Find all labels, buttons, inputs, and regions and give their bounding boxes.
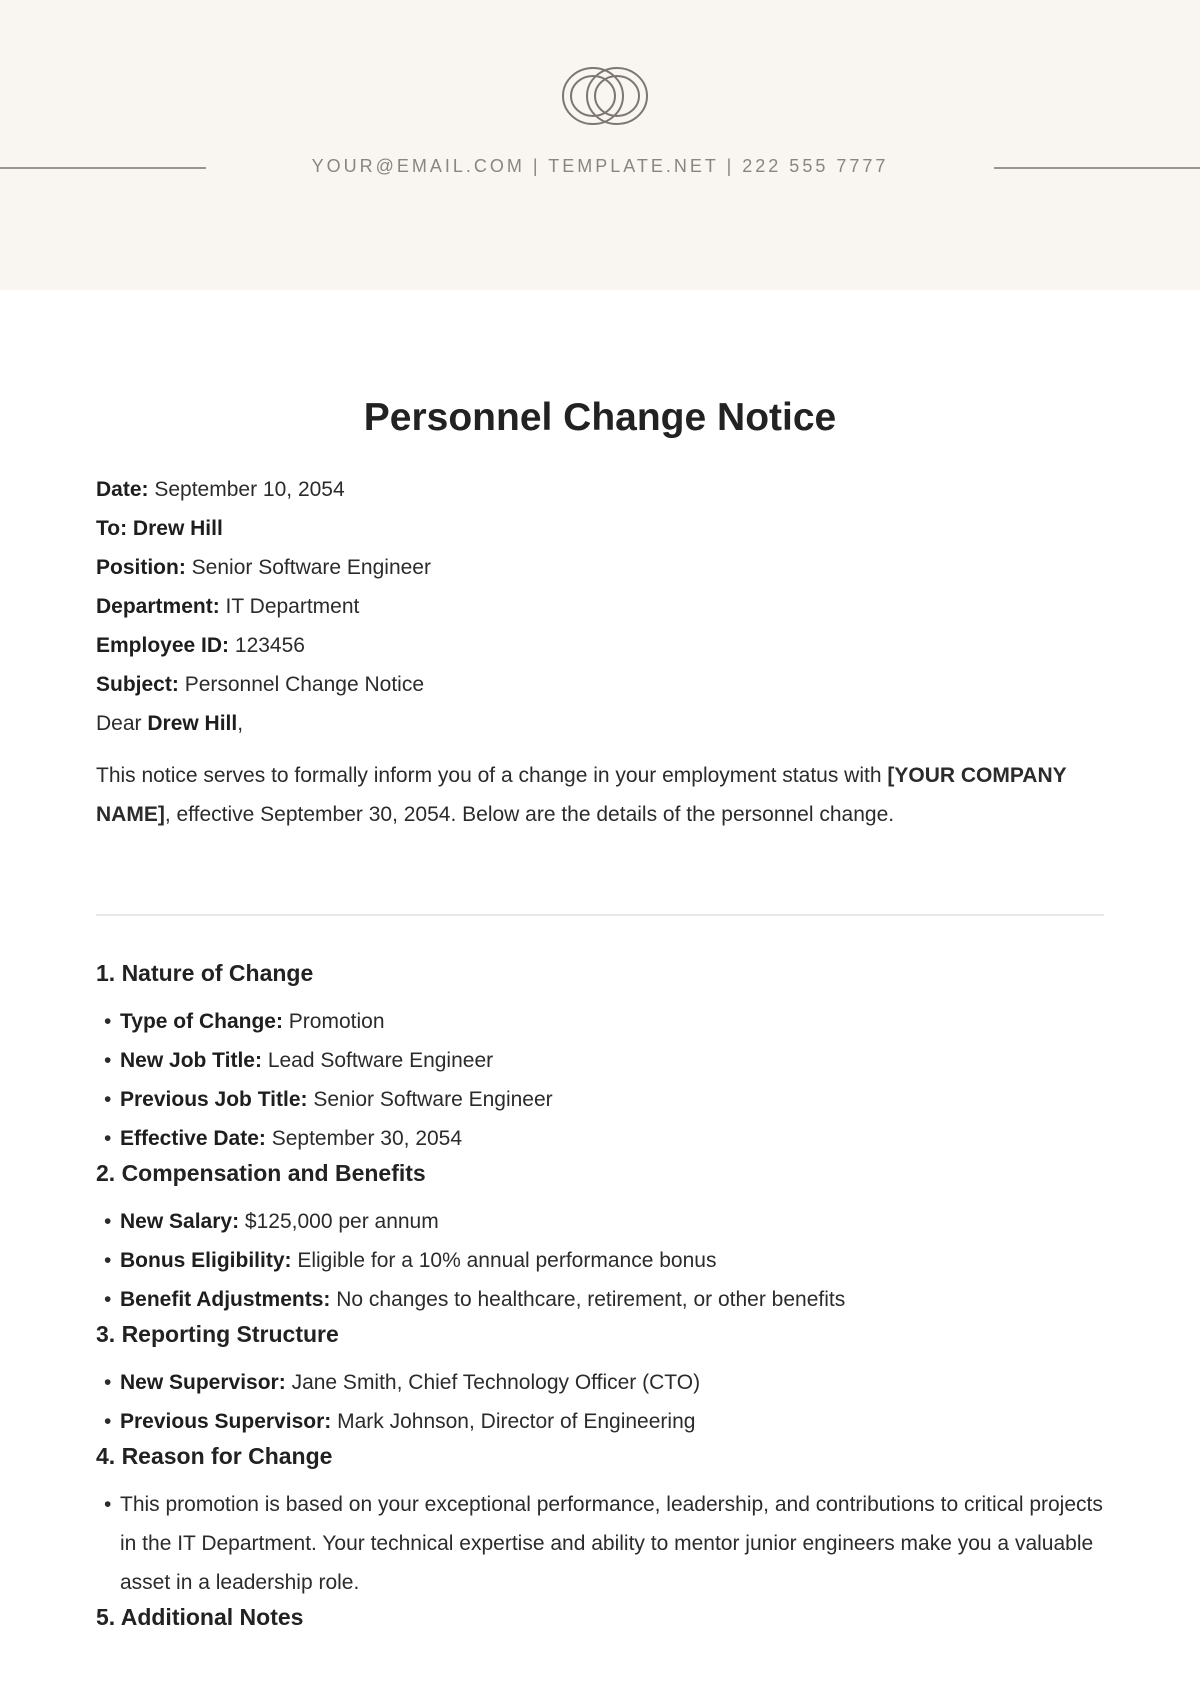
- header-rule-right: [994, 167, 1200, 169]
- section-2: [96, 1158, 1104, 1319]
- item-label: Type of Change:: [120, 1010, 283, 1033]
- letterhead: [0, 0, 1200, 290]
- item-label: Previous Supervisor:: [120, 1410, 332, 1433]
- salutation: [96, 704, 1104, 743]
- list-item: [96, 1280, 1104, 1319]
- list-item: [96, 1241, 1104, 1280]
- salutation-suffix: ,: [237, 712, 244, 735]
- list-item: [96, 1485, 1104, 1602]
- item-label: New Salary:: [120, 1210, 240, 1233]
- meta-to: [96, 509, 1104, 548]
- meta-value: Personnel Change Notice: [184, 673, 425, 696]
- header-rule-left: [0, 167, 206, 169]
- section-4: [96, 1441, 1104, 1602]
- section-list: [96, 1485, 1104, 1602]
- meta-label: Position:: [96, 556, 186, 579]
- salutation-name: Drew Hill: [147, 712, 238, 735]
- intro-paragraph: [96, 756, 1104, 834]
- list-item: [96, 1080, 1104, 1119]
- company-name: [YOUR COMPANY NAME]: [96, 764, 1067, 826]
- notice-sections: [96, 958, 1104, 1632]
- section-heading: 4. Reason for Change: [96, 1443, 333, 1469]
- item-value: This promotion is based on your exceptional performance, leadership, and contributions to critical projects in the IT Department. Your technical expertise and ability to mentor junior engineers make you a valuable asset in a leadership role.: [120, 1493, 1103, 1594]
- item-value: Jane Smith, Chief Technology Officer (CTO): [291, 1371, 701, 1394]
- meta-subject: [96, 665, 1104, 704]
- item-value: Lead Software Engineer: [267, 1049, 494, 1072]
- section-heading: 5. Additional Notes: [96, 1604, 304, 1630]
- section-list: [96, 1202, 1104, 1319]
- item-label: Effective Date:: [120, 1127, 266, 1150]
- list-item: [96, 1041, 1104, 1080]
- item-value: $125,000 per annum: [244, 1210, 439, 1233]
- list-item: [96, 1119, 1104, 1158]
- section-heading: 3. Reporting Structure: [96, 1321, 339, 1347]
- item-value: Mark Johnson, Director of Engineering: [337, 1410, 696, 1433]
- meta-value: 123456: [234, 634, 305, 657]
- item-label: New Job Title:: [120, 1049, 262, 1072]
- item-value: September 30, 2054: [271, 1127, 463, 1150]
- interlocked-rings-icon: [555, 62, 655, 130]
- intro-before: This notice serves to formally inform you of a change in your employment status with: [96, 764, 888, 787]
- intro-after: , effective September 30, 2054. Below are the details of the personnel change.: [164, 803, 895, 826]
- list-item: [96, 1402, 1104, 1441]
- meta-position: [96, 548, 1104, 587]
- item-label: Benefit Adjustments:: [120, 1288, 331, 1311]
- section-3: [96, 1319, 1104, 1441]
- list-item: [96, 1202, 1104, 1241]
- item-label: Bonus Eligibility:: [120, 1249, 292, 1272]
- meta-employee-id: [96, 626, 1104, 665]
- meta-label: To: Drew Hill: [96, 517, 223, 540]
- section-1: [96, 958, 1104, 1158]
- page-title: Personnel Change Notice: [363, 396, 837, 439]
- meta-department: [96, 587, 1104, 626]
- section-heading: 2. Compensation and Benefits: [96, 1160, 426, 1186]
- section-list: [96, 1002, 1104, 1158]
- meta-value: Senior Software Engineer: [191, 556, 431, 579]
- meta-label: Subject:: [96, 673, 179, 696]
- notice-meta: [96, 470, 1104, 743]
- meta-date: [96, 470, 1104, 509]
- item-value: Promotion: [288, 1010, 385, 1033]
- section-heading: 1. Nature of Change: [96, 960, 314, 986]
- meta-value: September 10, 2054: [154, 478, 345, 501]
- meta-label: Department:: [96, 595, 220, 618]
- list-item: [96, 1002, 1104, 1041]
- item-label: New Supervisor:: [120, 1371, 286, 1394]
- list-item: [96, 1363, 1104, 1402]
- salutation-prefix: Dear: [96, 712, 148, 735]
- section-list: [96, 1363, 1104, 1441]
- contact-info: YOUR@EMAIL.COM | TEMPLATE.NET | 222 555 7777: [311, 156, 889, 176]
- meta-label: Employee ID:: [96, 634, 230, 657]
- item-value: Eligible for a 10% annual performance bonus: [297, 1249, 717, 1272]
- meta-value: IT Department: [225, 595, 360, 618]
- meta-label: Date:: [96, 478, 149, 501]
- item-value: No changes to healthcare, retirement, or other benefits: [336, 1288, 846, 1311]
- section-divider: [96, 914, 1104, 916]
- section-5: [96, 1602, 1104, 1632]
- item-value: Senior Software Engineer: [313, 1088, 553, 1111]
- item-label: Previous Job Title:: [120, 1088, 308, 1111]
